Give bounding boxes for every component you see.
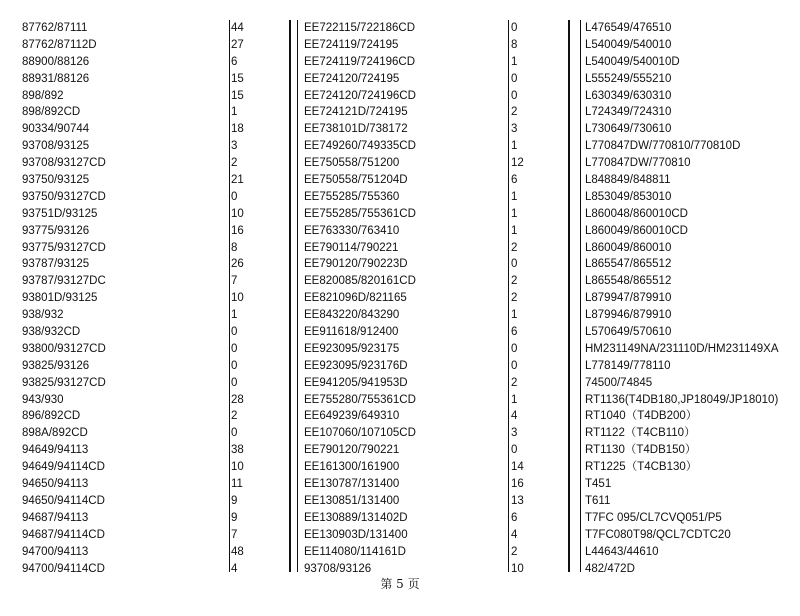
part-number-cell: 94650/94114CD xyxy=(22,494,105,507)
part-number-cell: L879947/879910 xyxy=(585,292,672,305)
column-2-parts xyxy=(304,20,506,577)
quantity-cell: 1 xyxy=(511,224,518,237)
quantity-cell: 1 xyxy=(511,393,518,406)
part-number-cell: L865547/865512 xyxy=(585,258,672,271)
part-number-cell: L44643/44610 xyxy=(585,545,659,558)
part-number-cell: 93708/93125 xyxy=(22,140,90,153)
quantity-cell: 44 xyxy=(231,22,244,34)
part-number-cell: 94649/94113 xyxy=(22,444,89,457)
quantity-cell: 6 xyxy=(511,511,518,524)
part-number-cell: EE749260/749335CD xyxy=(304,140,416,153)
column-3-parts xyxy=(585,20,797,577)
part-number-cell: 93800/93127CD xyxy=(22,342,106,355)
part-number-cell: 896/892CD xyxy=(22,410,81,423)
part-number-cell: 93775/93127CD xyxy=(22,241,106,254)
quantity-cell: 0 xyxy=(231,359,238,372)
quantity-cell: 16 xyxy=(231,224,244,237)
part-number-cell: 94700/94113 xyxy=(22,545,89,558)
quantity-cell: 3 xyxy=(231,140,238,153)
part-number-cell: EE923095/923176D xyxy=(304,359,408,372)
part-number-cell: 93750/93127CD xyxy=(22,190,106,203)
part-number-cell: EE130787/131400 xyxy=(304,478,400,491)
quantity-cell: 0 xyxy=(511,342,518,355)
part-number-cell: 938/932 xyxy=(22,309,64,322)
quantity-cell: 6 xyxy=(511,326,518,339)
part-number-cell: L860048/860010CD xyxy=(585,207,688,220)
part-number-cell: 94700/94114CD xyxy=(22,562,105,575)
part-number-cell: 938/932CD xyxy=(22,326,81,339)
part-number-cell: L570649/570610 xyxy=(585,326,672,339)
part-number-cell: EE820085/820161CD xyxy=(304,275,416,288)
quantity-cell: 1 xyxy=(511,207,518,220)
quantity-cell: 3 xyxy=(511,123,518,136)
part-number-cell: L848849/848811 xyxy=(585,174,671,187)
quantity-cell: 21 xyxy=(231,174,244,187)
quantity-cell: 2 xyxy=(511,106,518,119)
part-number-cell: 93787/93125 xyxy=(22,258,90,271)
quantity-cell: 10 xyxy=(511,562,524,575)
column-1-quantities xyxy=(231,20,286,577)
part-number-cell: L730649/730610 xyxy=(585,123,672,136)
quantity-cell: 0 xyxy=(231,190,238,203)
part-number-cell: L770847DW/770810 xyxy=(585,157,691,170)
part-number-cell: EE755285/755361CD xyxy=(304,207,416,220)
part-number-cell: T7FC080T98/QCL7CDTC20 xyxy=(585,528,731,541)
part-number-cell: EE790120/790221 xyxy=(304,444,400,457)
part-number-cell: L724349/724310 xyxy=(585,106,672,119)
quantity-cell: 15 xyxy=(231,89,244,102)
part-number-cell: EE724120/724196CD xyxy=(304,89,416,102)
part-number-cell: RT1122（T4CB110） xyxy=(585,427,696,440)
column-1-parts xyxy=(22,20,227,577)
quantity-cell: 10 xyxy=(231,207,244,220)
part-number-cell: RT1130（T4DB150） xyxy=(585,444,697,457)
part-number-cell: L853049/853010 xyxy=(585,190,672,203)
quantity-cell: 2 xyxy=(511,275,518,288)
part-number-cell: EE130903D/131400 xyxy=(304,528,408,541)
part-number-cell: EE114080/114161D xyxy=(304,545,406,558)
part-number-cell: 94687/94114CD xyxy=(22,528,105,541)
quantity-cell: 0 xyxy=(231,376,238,389)
quantity-cell: 0 xyxy=(231,342,238,355)
quantity-cell: 26 xyxy=(231,258,244,271)
quantity-cell: 38 xyxy=(231,444,244,457)
part-number-cell: L630349/630310 xyxy=(585,89,672,102)
quantity-cell: 14 xyxy=(511,461,524,474)
part-number-cell: L860049/860010 xyxy=(585,241,672,254)
part-number-cell: L540049/540010D xyxy=(585,55,680,68)
quantity-cell: 2 xyxy=(231,157,238,170)
part-number-cell: 93708/93126 xyxy=(304,562,372,575)
quantity-cell: 9 xyxy=(231,494,238,507)
column-2-quantities xyxy=(511,20,566,577)
part-number-cell: L770847DW/770810/770810D xyxy=(585,140,741,153)
part-number-cell: 87762/87112D xyxy=(22,38,97,51)
part-number-cell: L860049/860010CD xyxy=(585,224,688,237)
quantity-cell: 12 xyxy=(511,157,524,170)
part-number-cell: 482/472D xyxy=(585,562,635,575)
part-number-cell: L540049/540010 xyxy=(585,38,672,51)
quantity-cell: 4 xyxy=(231,562,238,575)
part-number-cell: 94687/94113 xyxy=(22,511,89,524)
part-number-cell: 93787/93127DC xyxy=(22,275,106,288)
part-number-cell: 93801D/93125 xyxy=(22,292,98,305)
part-number-cell: EE161300/161900 xyxy=(304,461,400,474)
quantity-cell: 2 xyxy=(511,545,518,558)
part-number-cell: L555249/555210 xyxy=(585,72,672,85)
quantity-cell: 18 xyxy=(231,123,244,136)
quantity-cell: 27 xyxy=(231,38,244,51)
part-number-cell: RT1040（T4DB200） xyxy=(585,410,698,423)
part-number-cell: EE755285/755360 xyxy=(304,190,400,203)
part-number-cell: EE724121D/724195 xyxy=(304,106,408,119)
quantity-cell: 28 xyxy=(231,393,244,406)
part-number-cell: 94649/94114CD xyxy=(22,461,105,474)
part-number-cell: L476549/476510 xyxy=(585,22,672,34)
part-number-cell: 93750/93125 xyxy=(22,174,90,187)
part-number-cell: EE107060/107105CD xyxy=(304,427,416,440)
part-number-cell: 93775/93126 xyxy=(22,224,90,237)
part-number-cell: RT1136(T4DB180,JP18049/JP18010) xyxy=(585,393,779,406)
part-number-cell: EE941205/941953D xyxy=(304,376,408,389)
part-number-cell: EE763330/763410 xyxy=(304,224,400,237)
part-number-cell: HM231149NA/231110D/HM231149XA xyxy=(585,342,779,355)
part-number-cell: EE750558/751200 xyxy=(304,157,400,170)
quantity-cell: 0 xyxy=(511,444,518,457)
quantity-cell: 0 xyxy=(511,258,518,271)
vertical-rule-6 xyxy=(580,20,581,572)
vertical-rule-1 xyxy=(229,20,230,572)
quantity-cell: 7 xyxy=(231,528,238,541)
part-number-cell: 90334/90744 xyxy=(22,123,90,136)
vertical-rule-3 xyxy=(297,20,298,572)
part-number-cell: EE755280/755361CD xyxy=(304,393,416,406)
part-number-cell: EE750558/751204D xyxy=(304,174,408,187)
quantity-cell: 7 xyxy=(231,275,238,288)
part-number-cell: 898/892CD xyxy=(22,106,81,119)
part-number-cell: EE821096D/821165 xyxy=(304,292,407,305)
part-number-cell: T611 xyxy=(585,494,611,507)
quantity-cell: 9 xyxy=(231,511,238,524)
quantity-cell: 3 xyxy=(511,427,518,440)
vertical-rule-5 xyxy=(568,20,570,572)
part-number-cell: EE724119/724196CD xyxy=(304,55,416,68)
part-number-cell: EE923095/923175 xyxy=(304,342,400,355)
vertical-rule-2 xyxy=(289,20,291,572)
part-number-cell: EE724120/724195 xyxy=(304,72,400,85)
part-number-cell: 88900/88126 xyxy=(22,55,90,68)
quantity-cell: 6 xyxy=(511,174,518,187)
part-number-cell: 898A/892CD xyxy=(22,427,88,440)
quantity-cell: 0 xyxy=(511,72,518,85)
quantity-cell: 1 xyxy=(511,190,518,203)
part-number-cell: L879946/879910 xyxy=(585,309,672,322)
quantity-cell: 1 xyxy=(231,106,238,119)
part-number-cell: 943/930 xyxy=(22,393,64,406)
part-number-cell: EE738101D/738172 xyxy=(304,123,408,136)
quantity-cell: 4 xyxy=(511,410,518,423)
quantity-cell: 8 xyxy=(231,241,238,254)
part-number-cell: EE130851/131400 xyxy=(304,494,400,507)
part-number-cell: 74500/74845 xyxy=(585,376,653,389)
part-number-cell: 94650/94113 xyxy=(22,478,89,491)
part-number-cell: L778149/778110 xyxy=(585,359,671,372)
part-number-cell: RT1225（T4CB130） xyxy=(585,461,698,474)
quantity-cell: 11 xyxy=(231,478,243,491)
quantity-cell: 16 xyxy=(511,478,524,491)
quantity-cell: 0 xyxy=(511,89,518,102)
quantity-cell: 4 xyxy=(511,528,518,541)
quantity-cell: 10 xyxy=(231,461,244,474)
part-number-cell: T7FC 095/CL7CVQ051/P5 xyxy=(585,511,722,524)
quantity-cell: 2 xyxy=(511,292,518,305)
quantity-cell: 1 xyxy=(511,55,518,68)
quantity-cell: 48 xyxy=(231,545,244,558)
part-number-cell: EE790114/790221 xyxy=(304,241,399,254)
part-number-cell: 898/892 xyxy=(22,89,64,102)
quantity-cell: 2 xyxy=(511,241,518,254)
quantity-cell: 8 xyxy=(511,38,518,51)
quantity-cell: 13 xyxy=(511,494,524,507)
quantity-cell: 10 xyxy=(231,292,244,305)
part-number-cell: EE722115/722186CD xyxy=(304,22,416,34)
quantity-cell: 2 xyxy=(231,410,238,423)
quantity-cell: 1 xyxy=(511,140,518,153)
quantity-cell: 0 xyxy=(231,326,238,339)
part-number-cell: EE724119/724195 xyxy=(304,38,399,51)
vertical-rule-4 xyxy=(508,20,509,572)
part-number-cell: 93751D/93125 xyxy=(22,207,98,220)
quantity-cell: 0 xyxy=(511,22,518,34)
part-number-cell: 93708/93127CD xyxy=(22,157,106,170)
part-number-cell: EE649239/649310 xyxy=(304,410,400,423)
part-number-cell: EE843220/843290 xyxy=(304,309,400,322)
page-number: 第 5 页 xyxy=(380,577,420,591)
quantity-cell: 6 xyxy=(231,55,238,68)
part-number-cell: 93825/93127CD xyxy=(22,376,106,389)
part-number-cell: 87762/87111 xyxy=(22,22,88,34)
part-number-cell: L865548/865512 xyxy=(585,275,672,288)
quantity-cell: 15 xyxy=(231,72,244,85)
part-number-cell: 93825/93126 xyxy=(22,359,90,372)
part-number-cell: T451 xyxy=(585,478,612,491)
quantity-cell: 2 xyxy=(511,376,518,389)
quantity-cell: 1 xyxy=(511,309,518,322)
quantity-cell: 1 xyxy=(231,309,238,322)
quantity-cell: 0 xyxy=(511,359,518,372)
part-number-cell: EE911618/912400 xyxy=(304,326,399,339)
quantity-cell: 0 xyxy=(231,427,238,440)
part-number-cell: 88931/88126 xyxy=(22,72,90,85)
part-number-cell: EE790120/790223D xyxy=(304,258,408,271)
part-number-cell: EE130889/131402D xyxy=(304,511,408,524)
